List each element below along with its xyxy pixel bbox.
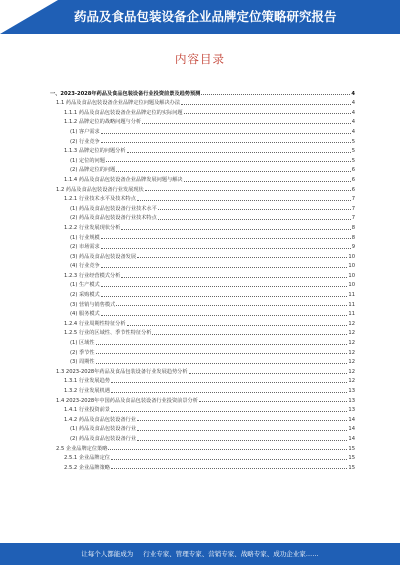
toc-dot-leader (101, 142, 351, 143)
toc-entry[interactable] (50, 183, 355, 193)
toc-entry-text: (1) 区域性 (70, 340, 95, 347)
toc-dot-leader (184, 181, 351, 182)
toc-dot-leader (96, 353, 348, 354)
toc-dot-leader (96, 363, 348, 364)
toc-entry-text: 1.3.2 行业发展机遇 (64, 388, 110, 394)
toc-dot-leader (101, 238, 351, 239)
table-of-contents (50, 87, 355, 471)
toc-page-number: 13 (348, 407, 355, 414)
toc-dot-leader (121, 277, 347, 278)
toc-entry[interactable] (50, 404, 355, 414)
toc-dot-leader (116, 305, 347, 306)
toc-title: 内容目录 (175, 52, 225, 66)
toc-entry-text: 1.2.5 行业的区域性、季节性特征分析 (64, 330, 152, 337)
toc-entry[interactable] (50, 125, 355, 135)
toc-dot-leader (127, 152, 351, 153)
toc-entry[interactable] (50, 384, 355, 394)
toc-entry-text: (2) 市场需求 (70, 244, 100, 251)
toc-entry-text: (2) 药品及食品包装设备行业技术特点 (70, 215, 157, 222)
toc-entry-text: 1.1.1 药品及食品包装设备企业品牌定位的实际问题 (64, 109, 183, 116)
toc-entry[interactable] (50, 375, 355, 385)
toc-page-number: 15 (348, 464, 355, 471)
toc-entry-text: 1.4 2023-2028年中国药品及食品包装设备行业投资前景分析 (56, 397, 198, 404)
toc-entry-text: 1.3.1 行业发展趋势 (64, 378, 110, 385)
toc-dot-leader (142, 123, 351, 124)
toc-entry-text: (2) 品牌定位的问题 (70, 167, 116, 174)
toc-entry-text: (1) 生产模式 (70, 282, 100, 289)
toc-page-number: 12 (348, 330, 355, 337)
footer-slogan (0, 543, 400, 565)
toc-entry-text: 1.1.2 品牌定位的战略问题与分析 (64, 119, 142, 126)
toc-page-number: 6 (351, 186, 355, 193)
toc-entry-text: 1.2 药品及食品包装设备行业发展现状 (56, 186, 144, 193)
toc-entry[interactable] (50, 154, 355, 164)
toc-dot-leader (158, 209, 351, 210)
toc-entry[interactable] (50, 413, 355, 423)
toc-entry[interactable] (50, 145, 355, 155)
toc-entry[interactable] (50, 269, 355, 279)
toc-entry[interactable] (50, 288, 355, 298)
toc-entry-text: (2) 采购模式 (70, 292, 100, 299)
toc-entry[interactable] (50, 106, 355, 116)
toc-dot-leader (111, 382, 347, 383)
toc-entry[interactable] (50, 116, 355, 126)
toc-dot-leader (101, 296, 348, 297)
toc-page-number: 15 (348, 445, 355, 452)
toc-entry[interactable] (50, 365, 355, 375)
toc-dot-leader (137, 257, 347, 258)
toc-entry-text: 2.5 企业品牌定位策略 (56, 445, 108, 452)
toc-page-number: 5 (351, 157, 355, 164)
toc-entry-text: 1.4.1 行业投资前景 (64, 407, 110, 414)
toc-page-number: 12 (348, 378, 355, 385)
footer-bar (0, 543, 400, 565)
toc-page-number: 5 (351, 138, 355, 145)
toc-entry[interactable] (50, 346, 355, 356)
footer-slogan-right: 行业专家、管理专家、营销专家、战略专家、成功企业家…… (143, 550, 319, 558)
toc-dot-leader (189, 373, 348, 374)
toc-entry[interactable] (50, 221, 355, 231)
toc-dot-leader (96, 344, 348, 345)
toc-page-number: 13 (348, 397, 355, 404)
toc-dot-leader (137, 420, 347, 421)
toc-page-number: 11 (348, 311, 355, 318)
toc-entry[interactable] (50, 250, 355, 260)
toc-entry[interactable] (50, 231, 355, 241)
toc-page-number: 11 (348, 301, 355, 308)
toc-entry[interactable] (50, 452, 355, 462)
toc-dot-leader (181, 104, 351, 105)
toc-page-number: 14 (348, 416, 355, 423)
toc-entry-text: 2.5.1 企业品牌定位 (64, 455, 110, 462)
toc-dot-leader (106, 161, 351, 162)
toc-dot-leader (111, 459, 347, 460)
toc-dot-leader (101, 286, 348, 287)
toc-page-number: 8 (351, 234, 355, 241)
toc-entry[interactable] (50, 241, 355, 251)
toc-entry[interactable] (50, 317, 355, 327)
toc-entry-text: (1) 药品及食品包装设备行业 (70, 426, 137, 433)
toc-page-number: 9 (351, 244, 355, 251)
toc-dot-leader (184, 113, 351, 114)
toc-entry[interactable] (50, 394, 355, 404)
toc-entry[interactable] (50, 202, 355, 212)
toc-entry-text: (3) 周期性 (70, 359, 95, 366)
toc-entry-text: (1) 行业规模 (70, 234, 100, 241)
toc-entry-text: 1.3 2023-2028年药品及食品包装设备行业发展趋势分析 (56, 368, 188, 375)
toc-entry-text: (2) 季节性 (70, 349, 95, 356)
toc-entry[interactable] (50, 308, 355, 318)
toc-entry-text: 1.4.2 药品及食品包装设备行业 (64, 416, 136, 423)
toc-entry[interactable] (50, 212, 355, 222)
toc-entry-text: (3) 药品及食品包装设备发展 (70, 253, 137, 260)
toc-entry[interactable] (50, 279, 355, 289)
toc-entry-text: 1.2.3 行业经营模式分析 (64, 272, 121, 279)
toc-dot-leader (121, 229, 350, 230)
toc-entry[interactable] (50, 260, 355, 270)
toc-dot-leader (101, 267, 348, 268)
toc-page-number: 4 (351, 100, 355, 107)
toc-entry-text: 1.2.4 行业周期性特征分析 (64, 320, 126, 327)
toc-dot-leader (111, 392, 347, 393)
toc-entry[interactable] (50, 193, 355, 203)
toc-dot-leader (145, 190, 351, 191)
toc-dot-leader (137, 440, 347, 441)
header-bar (0, 0, 400, 34)
toc-entry-text: (3) 营销与销售模式 (70, 301, 116, 308)
toc-entry[interactable] (50, 135, 355, 145)
toc-page-number: 10 (348, 253, 355, 260)
toc-entry-text: 一、2023-2028年药品及食品包装设备行业投资前景及趋势预测 (50, 90, 201, 97)
toc-page-number: 4 (351, 128, 355, 135)
toc-entry[interactable] (50, 298, 355, 308)
toc-entry[interactable] (50, 442, 355, 452)
toc-page-number: 14 (348, 435, 355, 442)
toc-dot-leader (108, 449, 347, 450)
toc-dot-leader (137, 430, 347, 431)
toc-page-number: 12 (348, 340, 355, 347)
toc-page-number: 7 (351, 215, 355, 222)
toc-entry-text: 2.5.2 企业品牌策略 (64, 464, 110, 471)
toc-page-number: 12 (348, 359, 355, 366)
toc-dot-leader (201, 94, 350, 95)
toc-page-number: 15 (348, 455, 355, 462)
report-title: 药品及食品包装设备企业品牌定位策略研究报告 (74, 9, 337, 24)
toc-dot-leader (111, 468, 347, 469)
toc-dot-leader (101, 133, 351, 134)
toc-entry[interactable] (50, 432, 355, 442)
toc-entry[interactable] (50, 327, 355, 337)
toc-dot-leader (101, 315, 348, 316)
toc-page-number: 10 (348, 282, 355, 289)
toc-page-number: 7 (351, 205, 355, 212)
toc-dot-leader (158, 219, 351, 220)
toc-dot-leader (137, 200, 351, 201)
toc-page-number: 14 (348, 426, 355, 433)
toc-entry[interactable] (50, 423, 355, 433)
toc-page-number: 10 (348, 272, 355, 279)
toc-dot-leader (111, 411, 347, 412)
footer-slogan-left: 让每个人都能成为 (81, 550, 134, 558)
toc-entry-text: 1.1 药品及食品包装设备企业品牌定位问题及解决办法 (56, 100, 181, 107)
toc-page-number: 6 (351, 167, 355, 174)
toc-dot-leader (199, 401, 347, 402)
toc-page-number: 12 (348, 368, 355, 375)
toc-entry-text: (4) 行业竞争 (70, 263, 100, 270)
toc-dot-leader (127, 325, 348, 326)
toc-entry-text: (1) 客户需求 (70, 128, 100, 135)
toc-page-number: 12 (348, 320, 355, 327)
toc-entry-text: 1.1.3 品牌定位的问题分析 (64, 148, 126, 155)
toc-entry[interactable] (50, 87, 355, 97)
toc-page-number: 11 (348, 292, 355, 299)
toc-page-number: 4 (351, 90, 355, 97)
toc-page-number: 12 (348, 349, 355, 356)
toc-dot-leader (101, 248, 351, 249)
toc-entry[interactable] (50, 461, 355, 471)
toc-entry[interactable] (50, 173, 355, 183)
toc-page-number: 13 (348, 388, 355, 394)
toc-page-number: 4 (351, 119, 355, 126)
toc-entry-text: (1) 定位的问题 (70, 157, 105, 164)
toc-entry-text: 1.2.2 行业发展现状分析 (64, 224, 121, 231)
toc-entry-text: (2) 药品及食品包装设备行业 (70, 435, 137, 442)
toc-entry-text: (4) 服务模式 (70, 311, 100, 318)
toc-dot-leader (116, 171, 350, 172)
toc-entry-text: 1.1.4 药品及食品包装设备企业品牌发展问题与解决 (64, 176, 183, 183)
toc-page-number: 10 (348, 263, 355, 270)
toc-entry[interactable] (50, 164, 355, 174)
header-notch (0, 0, 58, 34)
toc-page-number: 4 (351, 109, 355, 116)
toc-entry[interactable] (50, 97, 355, 107)
toc-page-number: 8 (351, 224, 355, 231)
toc-entry-text: (1) 药品及食品包装设备行业技术水平 (70, 205, 157, 212)
toc-page-number: 6 (351, 176, 355, 183)
toc-entry[interactable] (50, 356, 355, 366)
toc-entry[interactable] (50, 336, 355, 346)
toc-entry-text: 1.2.1 行业技术水平及技术特点 (64, 196, 136, 203)
toc-entry-text: (2) 行业竞争 (70, 138, 100, 145)
toc-dot-leader (152, 334, 347, 335)
toc-page-number: 5 (351, 148, 355, 155)
toc-page-number: 7 (351, 196, 355, 203)
